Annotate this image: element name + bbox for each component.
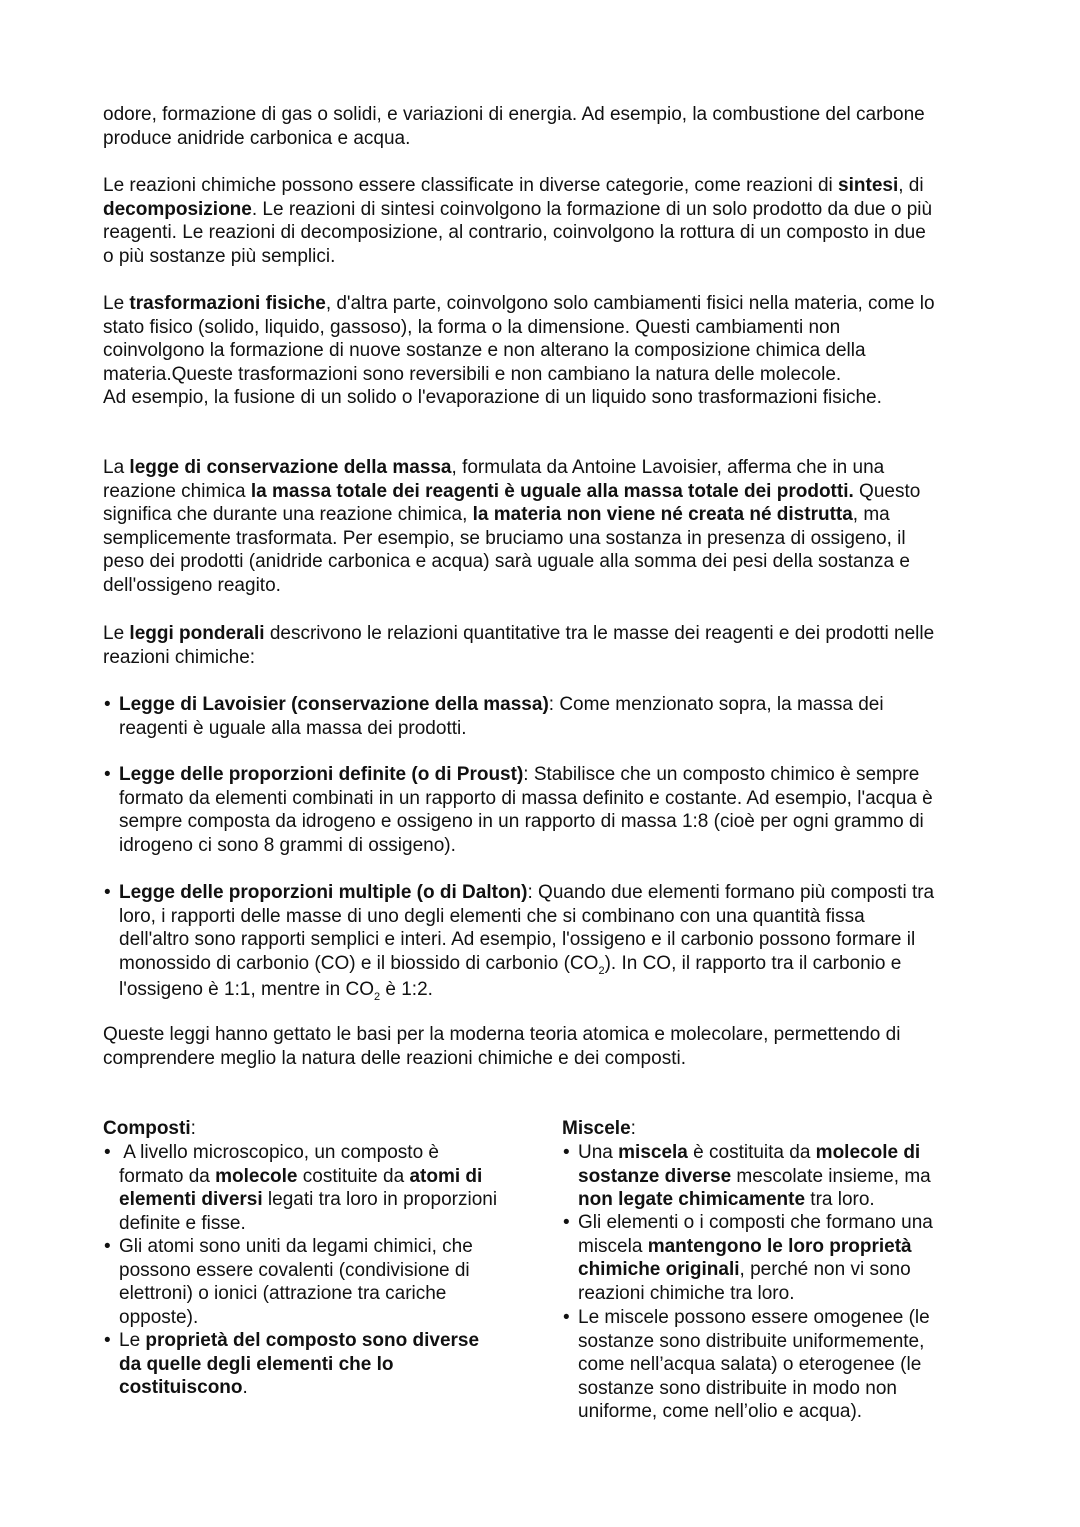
subscript: 2: [598, 964, 605, 977]
text-run: reazione chimica: [103, 480, 251, 502]
text-line: [119, 1329, 479, 1353]
text-line: [103, 1023, 900, 1047]
text-line: [578, 1306, 930, 1330]
text-run: : Come menzionato sopra, la massa dei: [548, 694, 884, 715]
text-line: [578, 1211, 933, 1235]
text-run: dell'ossigeno reagito.: [103, 574, 281, 596]
text-run: reagenti è uguale alla massa dei prodotti.: [119, 717, 467, 739]
text-run: costituite da: [297, 1165, 410, 1187]
paragraph-reaction-signs: [103, 103, 925, 150]
text-line: [103, 127, 925, 151]
text-run: stato fisico (solido, liquido, gassoso), la forma o la dimensione. Questi cambiamenti non: [103, 316, 841, 338]
text-line: [103, 316, 935, 340]
text-run: significa che durante una reazione chimica,: [103, 504, 473, 526]
text-line: [103, 339, 935, 363]
bullet-dalton: [103, 881, 934, 1005]
text-line: [578, 1400, 930, 1424]
bold-text: legge di conservazione della massa: [129, 457, 452, 478]
text-run: : Stabilisce che un composto chimico è sempre: [523, 764, 920, 785]
text-line: [103, 456, 920, 480]
heading-composti: [103, 1117, 196, 1141]
text-line: [103, 1047, 900, 1071]
bold-text: mantengono le loro proprietà: [647, 1235, 912, 1257]
text-run: materia.Queste trasformazioni sono reversibili e non cambiano la natura delle molecole.: [103, 363, 842, 385]
heading-miscele: [562, 1117, 636, 1141]
text-run: , ma: [852, 504, 890, 526]
text-run: Ad esempio, la fusione di un solido o l'evaporazione di un liquido sono trasformazioni fisiche.: [103, 387, 882, 409]
text-line: [119, 834, 933, 858]
text-line: [103, 245, 932, 269]
text-run: Le: [103, 293, 130, 314]
text-line: [119, 1376, 479, 1400]
bullet-miscele-2: [562, 1211, 933, 1305]
bold-text: non legate chimicamente: [578, 1189, 806, 1211]
text-line: [119, 1141, 497, 1165]
text-line: [578, 1165, 931, 1189]
paragraph-conclusion: [103, 1023, 900, 1070]
text-line: [119, 693, 884, 717]
text-run: odore, formazione di gas o solidi, e variazioni di energia. Ad esempio, la combustione del carbone: [103, 104, 925, 125]
text-line: [119, 763, 933, 787]
text-run: miscela: [578, 1235, 648, 1257]
text-run: o più sostanze più semplici.: [103, 245, 336, 267]
text-run: definite e fisse.: [119, 1212, 246, 1234]
text-run: ). In CO, il rapporto tra il carbonio e: [604, 952, 902, 974]
text-line: [578, 1258, 933, 1282]
text-run: Gli atomi sono uniti da legami chimici, che: [119, 1236, 473, 1257]
text-run: uniforme, come nell’olio e acqua).: [578, 1401, 863, 1423]
text-run: , perché non vi sono: [739, 1259, 911, 1281]
bold-text: molecole di: [815, 1142, 921, 1163]
text-run: elettroni) o ionici (attrazione tra cariche: [119, 1283, 447, 1305]
text-run: Una: [578, 1142, 619, 1163]
bold-text: chimiche originali: [578, 1259, 740, 1281]
text-run: dell'altro sono rapporti semplici e interi. Ad esempio, l'ossigeno e il carbonio possono formare il: [119, 929, 916, 951]
text-line: [119, 1259, 473, 1283]
text-line: [103, 292, 935, 316]
text-line: [103, 574, 920, 598]
text-run: sempre composta da idrogeno e ossigeno in un rapporto di massa 1:8 (cioè per ogni grammo di: [119, 811, 924, 833]
text-line: [119, 881, 934, 905]
text-run: formato da: [119, 1165, 216, 1187]
text-run: come nell’acqua salata) o eterogenee (le: [578, 1354, 922, 1376]
text-line: [119, 978, 934, 1005]
text-run: possono essere covalenti (condivisione di: [119, 1259, 470, 1281]
text-run: . Le reazioni di sintesi coinvolgono la formazione di un solo prodotto da due o più: [251, 198, 933, 220]
text-run: produce anidride carbonica e acqua.: [103, 127, 411, 149]
text-run: Questo: [853, 480, 921, 502]
bullet-miscele-1: [562, 1141, 931, 1212]
text-line: [103, 198, 932, 222]
text-line: [119, 1165, 497, 1189]
text-line: [103, 1117, 196, 1141]
text-run: A livello microscopico, un composto è: [119, 1142, 439, 1163]
text-line: [119, 810, 933, 834]
text-line: [119, 1235, 473, 1259]
bullet-miscele-3: [562, 1306, 930, 1424]
bold-text: costituiscono: [119, 1377, 243, 1399]
bold-text: Legge delle proporzioni multiple (o di Dalton): [119, 882, 528, 903]
text-line: [103, 363, 935, 387]
text-line: [103, 174, 932, 198]
text-run: reagenti. Le reazioni di decomposizione, al contrario, coinvolgono la rottura di un composto in due: [103, 222, 926, 244]
text-run: , formulata da Antoine Lavoisier, afferma che in una: [451, 457, 885, 478]
text-line: [103, 527, 920, 551]
text-run: sostanze sono distribuite uniformemente,: [578, 1330, 925, 1352]
text-run: :: [190, 1118, 196, 1139]
text-line: [119, 928, 934, 952]
text-line: [562, 1117, 636, 1141]
text-run: descrivono le relazioni quantitative tra le masse dei reagenti e dei prodotti nelle: [264, 623, 935, 644]
bold-text: sostanze diverse: [578, 1165, 732, 1187]
text-run: legati tra loro in proporzioni: [262, 1189, 498, 1211]
bold-text: da quelle degli elementi che lo: [119, 1353, 394, 1375]
bold-text: atomi di: [409, 1165, 483, 1187]
text-line: [119, 905, 934, 929]
paragraph-mass-conservation: [103, 456, 920, 598]
text-run: Gli elementi o i composti che formano una: [578, 1212, 933, 1233]
bold-text: decomposizione: [103, 198, 252, 220]
text-line: [103, 550, 920, 574]
text-run: semplicemente trasformata. Per esempio, se bruciamo una sostanza in presenza di ossigeno, il: [103, 527, 906, 549]
text-line: [103, 622, 934, 646]
bold-text: proprietà del composto sono diverse: [145, 1330, 480, 1351]
bold-text: Legge delle proporzioni definite (o di Proust): [119, 764, 524, 785]
text-run: Le miscele possono essere omogenee (le: [578, 1307, 930, 1328]
text-line: [103, 503, 920, 527]
bullet-lavoisier: [103, 693, 884, 740]
text-line: [578, 1353, 930, 1377]
text-run: Queste leggi hanno gettato le basi per la moderna teoria atomica e molecolare, permettendo di: [103, 1024, 901, 1045]
paragraph-ponderal-laws: [103, 622, 934, 669]
text-line: [578, 1141, 931, 1165]
bullet-proust: [103, 763, 933, 857]
text-line: [119, 787, 933, 811]
paragraph-reaction-types: [103, 174, 932, 268]
bold-text: Miscele: [562, 1118, 631, 1139]
text-run: è costituita da: [687, 1142, 816, 1163]
text-line: [119, 717, 884, 741]
text-run: mescolate insieme, ma: [731, 1165, 931, 1187]
bullet-composti-2: [103, 1235, 473, 1329]
text-line: [119, 952, 934, 979]
bold-text: sintesi: [838, 175, 899, 196]
text-run: Le reazioni chimiche possono essere classificate in diverse categorie, come reazioni di: [103, 175, 839, 196]
text-line: [119, 1353, 479, 1377]
text-run: tra loro.: [805, 1189, 875, 1211]
text-run: monossido di carbonio (CO) e il biossido di carbonio (CO: [119, 952, 599, 974]
bold-text: leggi ponderali: [129, 623, 265, 644]
text-run: formato da elementi combinati in un rapporto di massa definito e costante. Ad esempio, l'acqua è: [119, 787, 933, 809]
text-line: [103, 386, 935, 410]
bold-text: la massa totale dei reagenti è uguale alla massa totale dei prodotti.: [250, 480, 854, 502]
text-run: :: [630, 1118, 636, 1139]
bold-text: elementi diversi: [119, 1189, 263, 1211]
text-run: La: [103, 457, 130, 478]
text-run: idrogeno ci sono 8 grammi di ossigeno).: [119, 834, 456, 856]
text-line: [103, 103, 925, 127]
bullet-composti-3: [103, 1329, 479, 1400]
text-run: è 1:2.: [380, 979, 433, 1001]
text-line: [578, 1235, 933, 1259]
text-line: [578, 1330, 930, 1354]
paragraph-physical-transformations: [103, 292, 935, 410]
text-line: [578, 1188, 931, 1212]
bold-text: Legge di Lavoisier (conservazione della massa): [119, 694, 549, 715]
bold-text: miscela: [618, 1142, 688, 1163]
subscript: 2: [373, 991, 381, 1004]
text-run: Le: [119, 1330, 146, 1351]
bold-text: trasformazioni fisiche: [129, 293, 326, 314]
text-line: [119, 1188, 497, 1212]
text-run: opposte).: [119, 1306, 199, 1328]
bold-text: la materia non viene né creata né distrutta: [472, 504, 853, 526]
text-run: Le: [103, 623, 130, 644]
text-line: [119, 1282, 473, 1306]
text-run: sostanze sono distribuite in modo non: [578, 1377, 897, 1399]
text-run: coinvolgono la formazione di nuove sostanze e non alterano la composizione chimica della: [103, 340, 866, 362]
text-line: [578, 1282, 933, 1306]
text-run: peso dei prodotti (anidride carbonica e acqua) sarà uguale alla somma dei pesi della sostanza e: [103, 551, 910, 573]
text-run: loro, i rapporti delle masse di uno degli elementi che si combinano con una quantità fissa: [119, 905, 865, 927]
text-run: : Quando due elementi formano più composti tra: [527, 882, 935, 903]
text-line: [103, 646, 934, 670]
text-run: l'ossigeno è 1:1, mentre in CO: [119, 979, 374, 1001]
text-run: reazioni chimiche:: [103, 646, 256, 668]
text-run: reazioni chimiche tra loro.: [578, 1282, 795, 1304]
bullet-composti-1: [103, 1141, 497, 1235]
text-run: comprendere meglio la natura delle reazioni chimiche e dei composti.: [103, 1047, 686, 1069]
text-line: [578, 1377, 930, 1401]
text-line: [119, 1212, 497, 1236]
bold-text: Composti: [103, 1118, 191, 1139]
text-line: [103, 480, 920, 504]
bold-text: molecole: [215, 1165, 298, 1187]
text-line: [103, 221, 932, 245]
text-line: [119, 1306, 473, 1330]
text-run: .: [242, 1377, 248, 1399]
text-run: , d'altra parte, coinvolgono solo cambiamenti fisici nella materia, come lo: [325, 293, 935, 314]
text-run: , di: [898, 175, 924, 196]
